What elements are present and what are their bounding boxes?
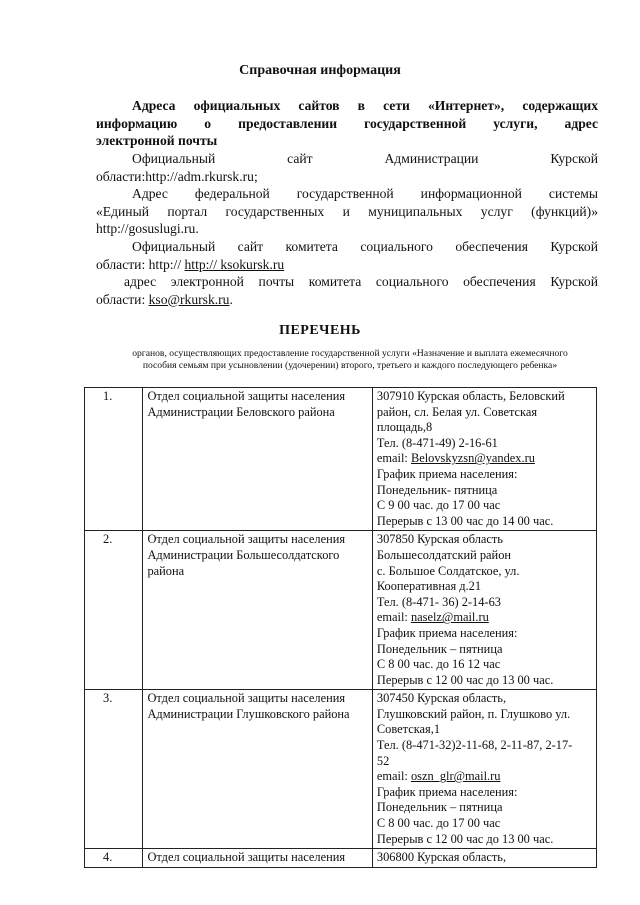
email-label: email: <box>376 769 411 784</box>
schedule-line: График приема населения: <box>376 625 518 640</box>
email-line <box>377 610 592 626</box>
schedule-line: Перерыв с 13 00 час до 14 00 час. <box>376 513 554 528</box>
schedule-line: С 9 00 час. до 17 00 час <box>376 498 501 513</box>
sites-heading-line: Адреса официальных сайтов в сети «Интернет», содержащих <box>132 98 598 113</box>
schedule-line: Понедельник – пятница <box>376 641 503 656</box>
email-link[interactable]: naselz@mail.ru <box>410 610 489 625</box>
contact-line: район, сл. Белая ул. Советская <box>376 404 538 419</box>
office-contacts <box>372 690 596 849</box>
table-row <box>85 690 597 849</box>
contact-line: Советская,1 <box>376 722 441 737</box>
portal-url: http://gosuslugi.ru. <box>96 221 199 236</box>
office-contacts <box>372 531 596 690</box>
contact-line: Тел. (8-471- 36) 2-14-63 <box>376 594 501 609</box>
contact-line: 307850 Курская область <box>376 532 503 547</box>
office-name <box>143 388 372 531</box>
office-name <box>143 531 372 690</box>
schedule-line: Перерыв с 12 00 час до 13 00 час. <box>376 672 554 687</box>
contact-line: 52 <box>376 753 390 768</box>
row-number: 3. <box>85 690 143 849</box>
contact-line: Кооперативная д.21 <box>376 579 482 594</box>
page-title: Справочная информация <box>239 63 401 78</box>
table-row <box>85 849 597 868</box>
list-caption-line: пособия семьям при усыновлении (удочерении) второго, третьего и каждого последующего ребенка» <box>142 360 558 371</box>
committee-email-line: адрес электронной почты комитета социального обеспечения Курской <box>124 274 598 289</box>
email-line <box>377 769 592 785</box>
office-name <box>143 690 372 849</box>
portal-paragraph <box>96 185 598 238</box>
portal-line: «Единый портал государственных и муниципальных услуг (функций)» <box>96 203 598 219</box>
list-heading: ПЕРЕЧЕНЬ <box>279 323 361 338</box>
schedule-line: Понедельник – пятница <box>376 800 503 815</box>
admin-site-paragraph <box>96 150 598 185</box>
office-name-line: Отдел социальной защиты населения <box>147 691 346 706</box>
row-number: 4. <box>85 849 143 868</box>
sites-heading-line: электронной почты <box>96 133 218 148</box>
office-name-line: Администрации Большесолдатского <box>147 547 340 562</box>
row-number: 2. <box>85 531 143 690</box>
office-name-line: Отдел социальной защиты населения <box>147 532 346 547</box>
office-name-line: района <box>147 563 185 578</box>
office-name-line: Отдел социальной защиты населения <box>147 389 346 403</box>
admin-site-line: Официальный сайт Администрации Курской <box>132 151 598 166</box>
committee-site-paragraph <box>96 238 598 273</box>
row-number: 1. <box>85 388 143 531</box>
contact-line: Тел. (8-471-32)2-11-68, 2-11-87, 2-17- <box>376 738 573 753</box>
committee-site-link[interactable]: http:// ksokursk.ru <box>184 256 285 272</box>
office-name-line: Отдел социальной защиты населения <box>147 850 346 865</box>
schedule-line: Перерыв с 12 00 час до 13 00 час. <box>376 831 554 846</box>
email-line <box>377 451 592 467</box>
table-row <box>85 388 597 531</box>
committee-site-url-line: области: http:// http:// ksokursk.ru <box>96 256 285 272</box>
email-label: email: <box>376 610 411 625</box>
email-link[interactable]: oszn_glr@mail.ru <box>410 769 501 784</box>
sites-heading-line: информацию о предоставлении государственной услуги, адрес <box>96 115 598 131</box>
contact-line: Тел. (8-471-49) 2-16-61 <box>376 435 498 450</box>
schedule-line: С 8 00 час. до 16 12 час <box>376 657 501 672</box>
email-link[interactable]: Belovskyzsn@yandex.ru <box>410 451 535 466</box>
office-contacts <box>372 849 596 868</box>
contact-line: с. Большое Солдатское, ул. <box>376 563 520 578</box>
contact-line: 306800 Курская область, <box>376 850 507 865</box>
portal-line: Адрес федеральной государственной информационной системы <box>132 186 598 201</box>
committee-email-link[interactable]: kso@rkursk.ru <box>148 291 230 307</box>
contact-line: 307910 Курская область, Беловский <box>376 389 565 403</box>
contact-line: Большесолдатский район <box>376 547 512 562</box>
schedule-line: С 8 00 час. до 17 00 час <box>376 816 501 831</box>
committee-email-paragraph <box>96 273 598 308</box>
table-row <box>85 531 597 690</box>
sites-heading <box>96 97 598 150</box>
admin-site-url: области:http://adm.rkursk.ru; <box>96 168 258 184</box>
committee-email-address-line: области: kso@rkursk.ru. <box>96 291 233 307</box>
offices-table <box>84 387 597 868</box>
contact-line: Глушковский район, п. Глушково ул. <box>376 706 571 721</box>
contact-line: площадь,8 <box>376 420 433 435</box>
office-name-line: Администрации Беловского района <box>147 404 335 419</box>
list-caption <box>90 348 610 372</box>
list-caption-line: органов, осуществляющих предоставление государственной услуги «Назначение и выплата ежемесячного <box>132 348 568 359</box>
email-label: email: <box>376 451 411 466</box>
office-name-line: Администрации Глушковского района <box>147 706 350 721</box>
office-contacts <box>372 388 596 531</box>
office-name <box>143 849 372 868</box>
committee-site-line: Официальный сайт комитета социального обеспечения Курской <box>132 239 598 254</box>
schedule-line: График приема населения: <box>376 784 518 799</box>
schedule-line: График приема населения: <box>376 466 518 481</box>
schedule-line: Понедельник- пятница <box>376 482 498 497</box>
contact-line: 307450 Курская область, <box>376 691 507 706</box>
